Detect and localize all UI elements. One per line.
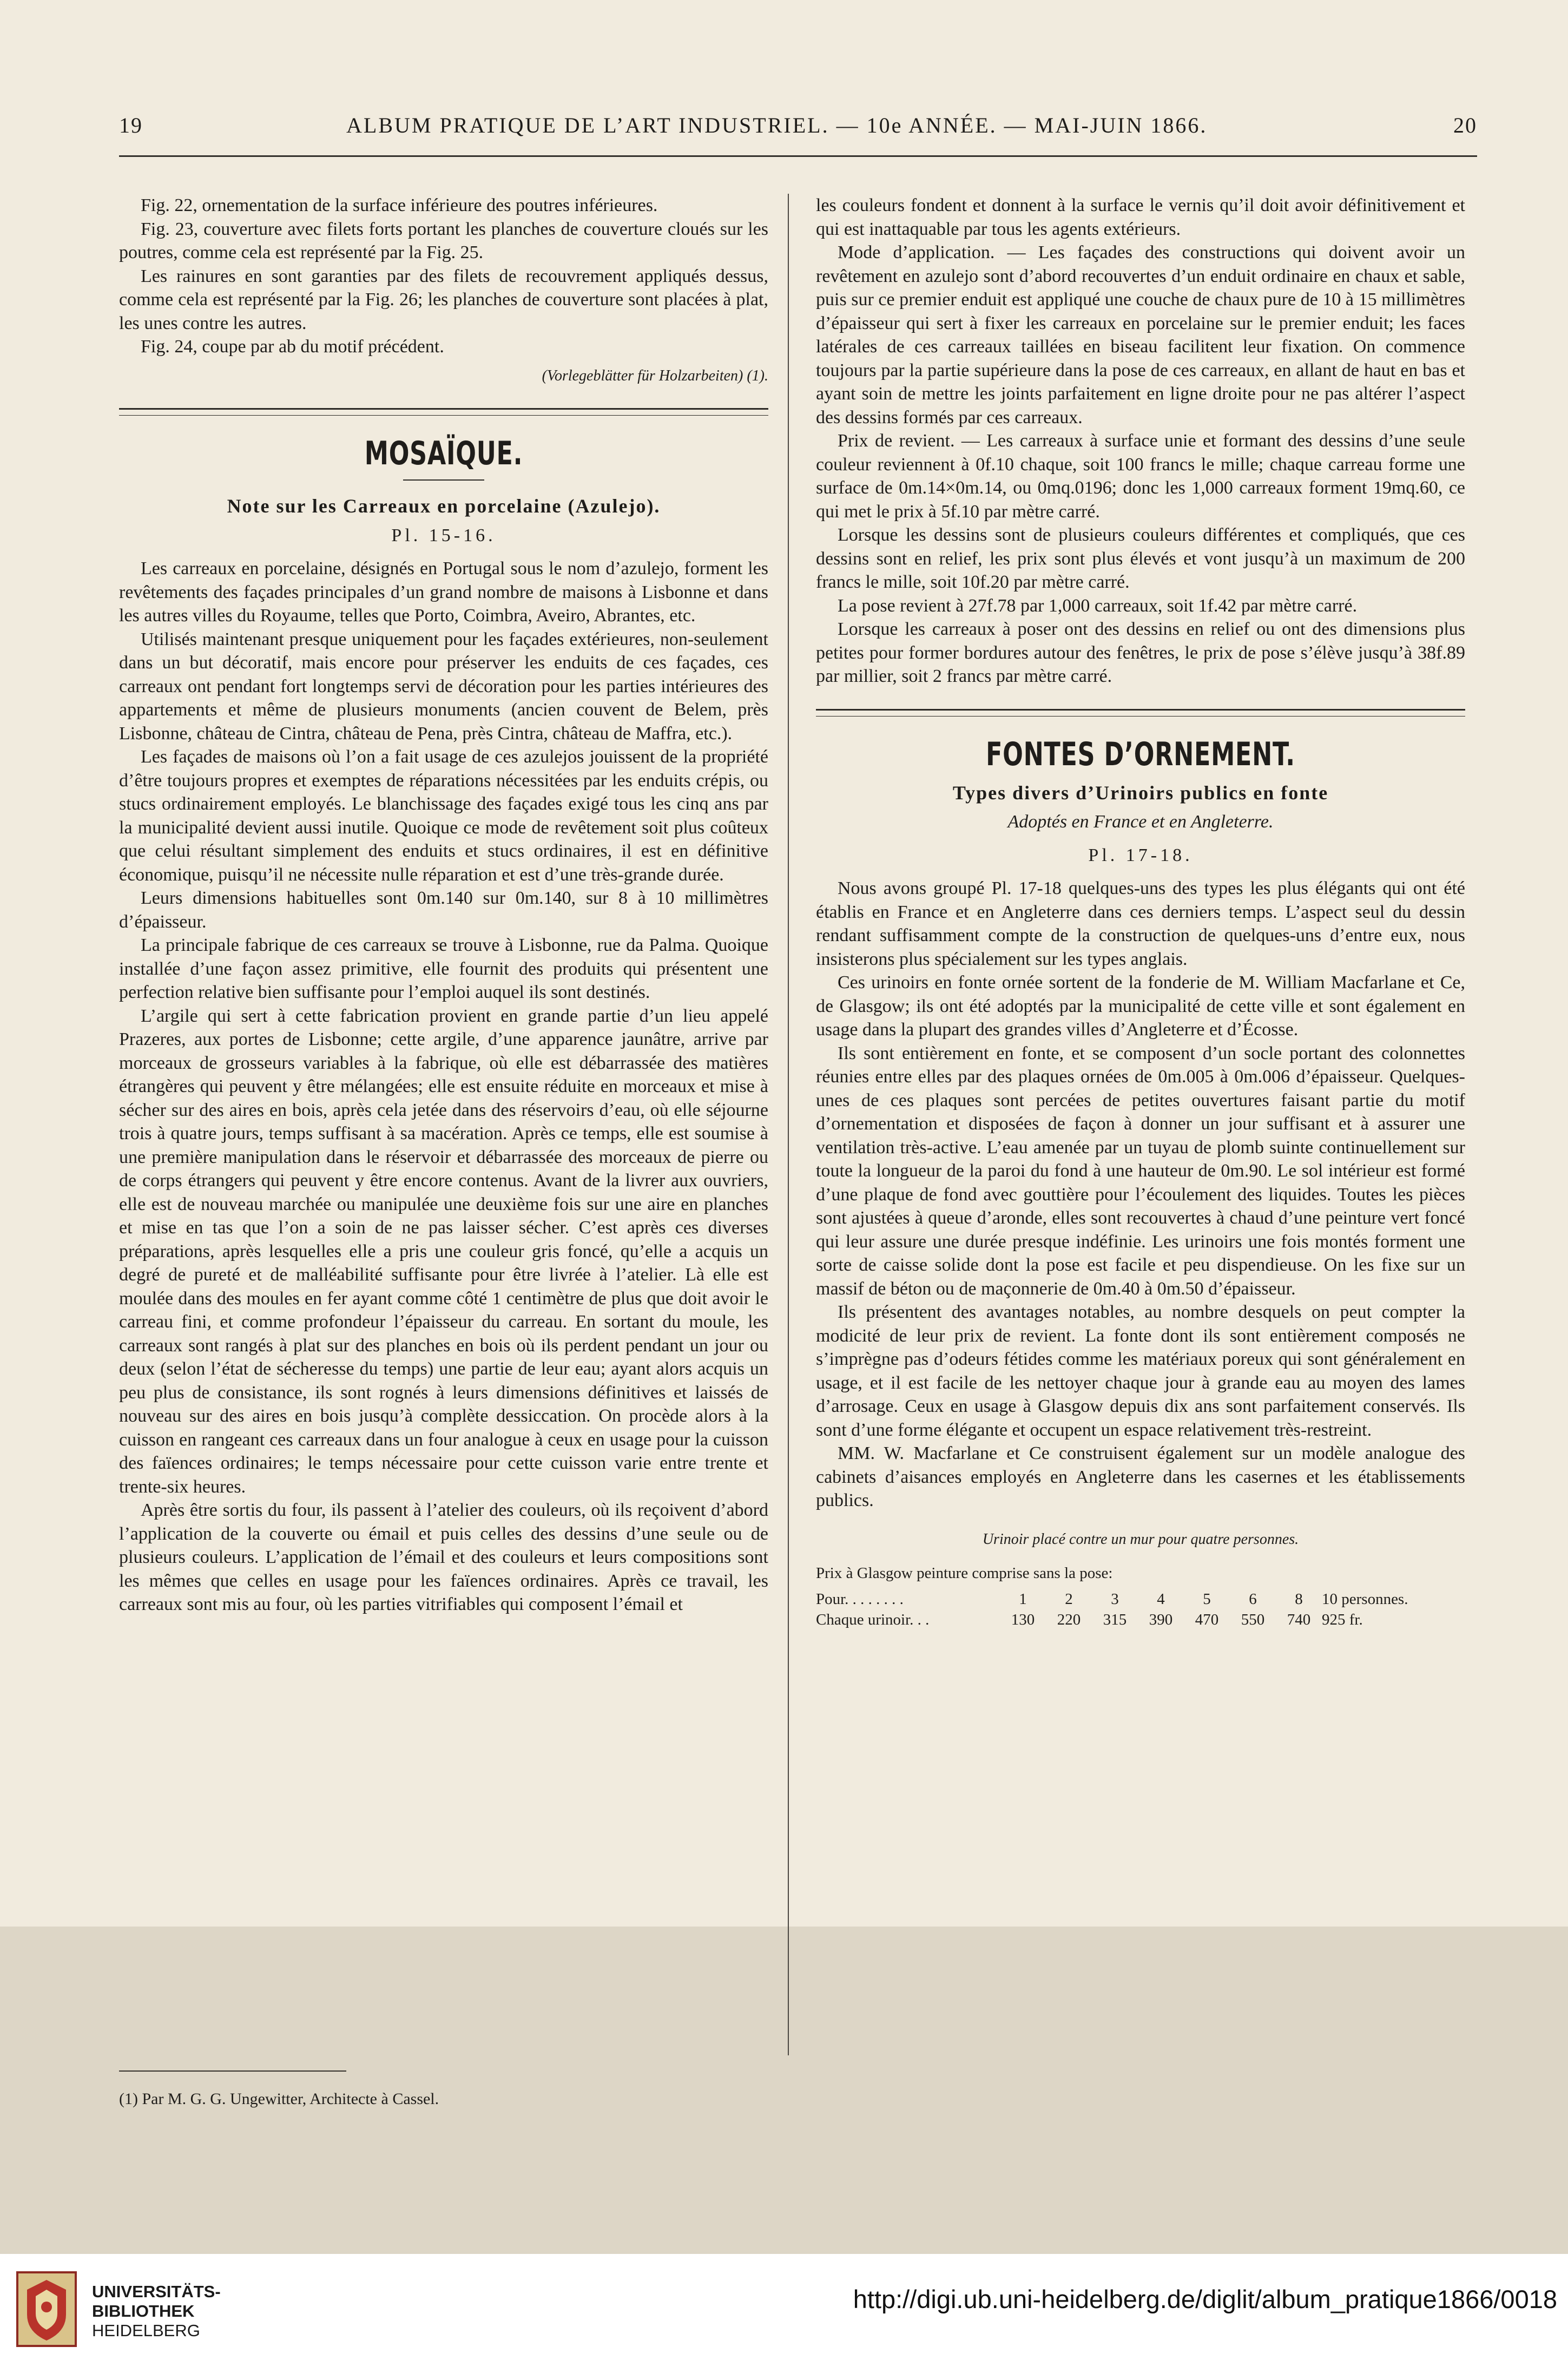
library-name-line: BIBLIOTHEK	[92, 2302, 195, 2321]
paragraph: Ces urinoirs en fonte ornée sortent de la fonderie de M. William Macfarlane et Ce, de Glasgow; ils ont été adoptés par la municipalité de cette ville et sont également en usage dans la plupart des grandes villes d’Angleterre et d’Écosse.	[816, 972, 1465, 1040]
table-cell: 130	[1011, 1611, 1035, 1628]
paragraph: Les façades de maisons où l’on a fait usage de ces azulejos jouissent de la propriété d’être toujours propres et exemptes de réparations nécessitées par les enduits crépis, ou stucs ordinairement employés. Le blanchissage des façades exigé tous les cinq ans par la municipalité devient aussi inutile. Quoique ce mode de revêtement soit plus coûteux que celui résultant simplement des enduits et stucs ordinaires, il est en définitive économique, puisqu’il ne nécessite nulle réparation et est d’une très-grande durée.	[119, 747, 768, 885]
row-label: Chaque urinoir. . .	[816, 1611, 930, 1628]
viewer-footer	[0, 2254, 1568, 2373]
right-column	[816, 194, 1465, 1630]
table-caption: Urinoir placé contre un mur pour quatre personnes.	[982, 1530, 1299, 1548]
title-rule	[403, 479, 484, 481]
article-subtitle-italic: Adoptés en France et en Angleterre.	[1007, 812, 1274, 832]
table-cell: 3	[1111, 1590, 1119, 1608]
paragraph: Après être sortis du four, ils passent à l’atelier des couleurs, où ils reçoivent d’abord l’application de la couverte ou émail et puis celles des dessins d’une seule ou de plusieurs couleurs. L’application de l’émail et des couleurs et leurs compositions sont les mêmes que celles en usage pour les faïences ordinaires. Après ce travail, les carreaux sont mis au four, où les parties vitrifiables qui composent l’émail et	[119, 1500, 768, 1614]
table-cell: 220	[1057, 1611, 1081, 1628]
footnote-rule	[119, 2070, 346, 2072]
library-name	[92, 2282, 221, 2341]
paragraph: Utilisés maintenant presque uniquement pour les façades extérieures, non-seulement dans un but décoratif, mais encore pour préserver les enduits de ces façades, ces carreaux ont pendant fort longtemps servi de décoration pour les parties intérieures des appartements et même de plusieurs monuments (ancien couvent de Belem, près Lisbonne, château de Cintra, château de Pena, près Cintra, château de Maffra, etc.).	[119, 629, 768, 744]
paragraph: Ils sont entièrement en fonte, et se composent d’un socle portant des colonnettes réunies entre elles par des plaques ornées de 0m.005 à 0m.006 d’épaisseur. Quelques-unes de ces plaques sont percées de petites ouvertures faisant partie du motif d’ornementation et disposées de façon à donner un jour suffisant et à assurer une ventilation très-active. L’eau amenée par un tuyau de plomb suinte continuellement sur toute la longueur de la paroi du fond à une hauteur de 0m.90. Le sol intérieur est formé d’une plaque de fond avec gouttière pour l’écoulement des liquides. Toutes les pièces sont ajustées à queue d’aronde, elles sont recouvertes à chaud d’une peinture vert foncé qui leur assure une durée presque indéfinie. Les urinoirs une fois montés forment une sorte de caisse solide dont la pose est facile et peu dispendieuse. On les fixe sur un massif de béton ou de maçonnerie de 0m.40 à 0m.50 d’épaisseur.	[816, 1043, 1465, 1299]
price-table	[816, 1589, 1408, 1630]
paragraph: Fig. 24, coupe par ab du motif précédent.	[141, 337, 444, 357]
table-cell: 6	[1249, 1590, 1257, 1608]
table-cell: 10 personnes.	[1322, 1590, 1408, 1608]
source-url-link[interactable]: http://digi.ub.uni-heidelberg.de/diglit/album_pratique1866/0018	[853, 2285, 1557, 2313]
table-cell: 1	[1019, 1590, 1027, 1608]
journal-title: ALBUM PRATIQUE DE L’ART INDUSTRIEL. — 10e ANNÉE. — MAI-JUIN 1866.	[346, 113, 1208, 137]
section-divider	[816, 709, 1465, 716]
table-cell: 315	[1103, 1611, 1127, 1628]
paragraph: Fig. 23, couverture avec filets forts portant les planches de couverture cloués sur les poutres, comme cela est représenté par la Fig. 25.	[119, 219, 768, 262]
paragraph: L’argile qui sert à cette fabrication provient en grande partie d’un lieu appelé Prazeres, aux portes de Lisbonne; cette argile, d’une apparence jaunâtre, arrive par morceaux de grosseurs variables à la fabrique, où elle est débarrassée des matières étrangères qui peuvent y être mélangées; elle est ensuite réduite en morceaux et mise à sécher sur des aires en bois, après cela jetée dans des réservoirs d’eau, où elle séjourne trois à quatre jours, temps suffisant à sa macération. Après ce temps, elle est soumise à une première manipulation dans le réservoir et débarrassée des morceaux de pierre ou de corps étrangers qui peuvent y être encore contenus. Avant de la livrer aux ouvriers, elle est de nouveau marchée ou manipulée une deuxième fois sur une aire en planches et mise en tas que l’on a soin de ne pas laisser sécher. C’est après ces diverses préparations, après lesquelles elle a pris une couleur gris foncé, qu’elle a acquis un degré de pureté et de malléabilité suffisante pour être livrée à l’atelier. Là elle est moulée dans des moules en fer ayant comme côté 1 centimètre de plus que doit avoir le carreau fini, et comme profondeur l’épaisseur du carreau. En sortant du moule, les carreaux sont rangés à plat sur des planches en bois où ils perdent pendant un jour ou deux (selon l’état de sécheresse du temps) une partie de leur eau; ayant alors acquis un peu plus de consistance, ils sont rognés à leurs dimensions définitives et laissés de nouveau sur des aires en bois jusqu’à complète dessiccation. On procède alors à la cuisson en rangeant ces carreaux dans un four analogue à ceux en usage pour la cuisson des faïences ordinaires; le temps nécessaire pour cette cuisson varie entre trente et trente-six heures.	[119, 1005, 768, 1497]
paragraph: MM. W. Macfarlane et Ce construisent également sur un modèle analogue des cabinets d’aisances employés en Angleterre dans les casernes et les établissements publics.	[816, 1443, 1465, 1510]
page-number-left: 19	[119, 113, 143, 137]
paragraph: Lorsque les carreaux à poser ont des dessins en relief ou ont des dimensions plus petites pour former bordures autour des fenêtres, le prix de pose s’élève jusqu’à 38f.89 par millier, soit 2 francs par mètre carré.	[816, 619, 1465, 686]
article-subtitle: Note sur les Carreaux en porcelaine (Azulejo).	[227, 495, 661, 517]
table-cell: 390	[1149, 1611, 1173, 1628]
university-seal-icon[interactable]	[16, 2271, 77, 2347]
paragraph: Prix de revient. — Les carreaux à surface unie et formant des dessins d’une seule couleur reviennent à 0f.10 chaque, soit 100 francs le mille; chaque carreau forme une surface de 0m.14×0m.14, ou 0mq.0196; donc les 1,000 carreaux forment 19mq.60, ce qui met le prix à 5f.10 par mètre carré.	[816, 431, 1465, 522]
paragraph: La principale fabrique de ces carreaux se trouve à Lisbonne, rue da Palma. Quoique installée d’une façon assez primitive, elle fournit des produits qui présentent une perfection relative bien suffisante pour l’emploi auquel ils sont destinés.	[119, 935, 768, 1002]
row-label: Pour. . . . . . . .	[816, 1590, 904, 1608]
paragraph: Les carreaux en porcelaine, désignés en Portugal sous le nom d’azulejo, forment les revêtements des façades principales d’un grand nombre de maisons à Lisbonne et dans les autres villes du Royaume, telles que Porto, Coimbra, Aveiro, Abrantes, etc.	[119, 558, 768, 626]
paragraph: les couleurs fondent et donnent à la surface le vernis qu’il doit avoir définitivement et qui est inattaquable par tous les agents extérieurs.	[816, 195, 1465, 239]
paragraph: Leurs dimensions habituelles sont 0m.140 sur 0m.140, sur 8 à 10 millimètres d’épaisseur.	[119, 888, 768, 932]
running-head	[119, 113, 1477, 150]
library-name-line: HEIDELBERG	[92, 2321, 200, 2340]
header-rule	[119, 155, 1477, 157]
article-subtitle: Types divers d’Urinoirs publics en fonte	[952, 781, 1329, 804]
paragraph: Ils présentent des avantages notables, au nombre desquels on peut compter la modicité de leur prix de revient. La fonte dont ils sont entièrement composés ne s’imprègne pas d’odeurs fétides comme les matériaux poreux qui sont généralement en usage, et il est facile de les nettoyer chaque jour à grande eau au moyen des lames d’arrosage. Ceux en usage à Glasgow depuis dix ans sont parfaitement conservés. Ils sont d’une forme élégante et occupent un espace relativement très-restreint.	[816, 1302, 1465, 1440]
source-citation: (Vorlegeblätter für Holzarbeiten) (1).	[542, 367, 768, 384]
section-divider	[119, 408, 768, 416]
paragraph: La pose revient à 27f.78 par 1,000 carreaux, soit 1f.42 par mètre carré.	[838, 595, 1358, 616]
table-row	[816, 1609, 1408, 1630]
page-number-right: 20	[1453, 113, 1477, 137]
table-cell: 2	[1065, 1590, 1073, 1608]
paragraph: Fig. 22, ornementation de la surface inférieure des poutres inférieures.	[141, 195, 658, 215]
plate-reference: Pl. 15-16.	[391, 525, 496, 545]
table-intro: Prix à Glasgow peinture comprise sans la pose:	[816, 1565, 1113, 1582]
section-title-fontes: FONTES D’ORNEMENT.	[986, 735, 1295, 773]
paragraph: Nous avons groupé Pl. 17-18 quelques-uns des types les plus élégants qui ont été établis en France et en Angleterre dans ces derniers temps. L’aspect seul du dessin rendant suffisamment compte de la construction de quelques-uns d’entre eux, nous insisterons plus spécialement sur les types anglais.	[816, 878, 1465, 969]
table-row	[816, 1589, 1408, 1609]
table-cell: 8	[1295, 1590, 1303, 1608]
column-divider	[788, 194, 789, 2055]
paragraph: Lorsque les dessins sont de plusieurs couleurs différentes et compliqués, que ces dessins sont en relief, les prix sont plus élevés et vont jusqu’à un maximum de 200 francs le mille, soit 10f.20 par mètre carré.	[816, 525, 1465, 592]
table-cell: 925 fr.	[1322, 1611, 1363, 1628]
left-column	[119, 194, 768, 1616]
table-cell: 470	[1195, 1611, 1219, 1628]
paragraph: Les rainures en sont garanties par des filets de recouvrement appliqués dessus, comme cela est représenté par la Fig. 26; les planches de couverture sont placées à plat, les unes contre les autres.	[119, 266, 768, 333]
plate-reference: Pl. 17-18.	[1088, 845, 1193, 865]
section-title-mosaique: MOSAÏQUE.	[364, 435, 523, 472]
table-cell: 5	[1203, 1590, 1211, 1608]
table-cell: 550	[1241, 1611, 1265, 1628]
library-name-line: UNIVERSITÄTS-	[92, 2282, 221, 2301]
footnote: (1) Par M. G. G. Ungewitter, Architecte à Cassel.	[119, 2090, 439, 2108]
table-cell: 4	[1157, 1590, 1165, 1608]
paragraph: Mode d’application. — Les façades des constructions qui doivent avoir un revêtement en azulejo sont d’abord recouvertes d’un enduit ordinaire en chaux et sable, puis sur ce premier enduit est appliqué une couche de chaux pure de 10 à 15 millimètres d’épaisseur qui sert à fixer les carreaux en porcelaine sur le premier enduit; les faces latérales de ces carreaux taillées en biseau facilitent leur fixation. On commence toujours par la partie supérieure dans la pose de ces carreaux, en allant de haut en bas et ayant soin de mettre les joints parfaitement en ligne droite pour ne pas altérer l’aspect des dessins formés par ces carreaux.	[816, 242, 1465, 428]
table-cell: 740	[1287, 1611, 1311, 1628]
